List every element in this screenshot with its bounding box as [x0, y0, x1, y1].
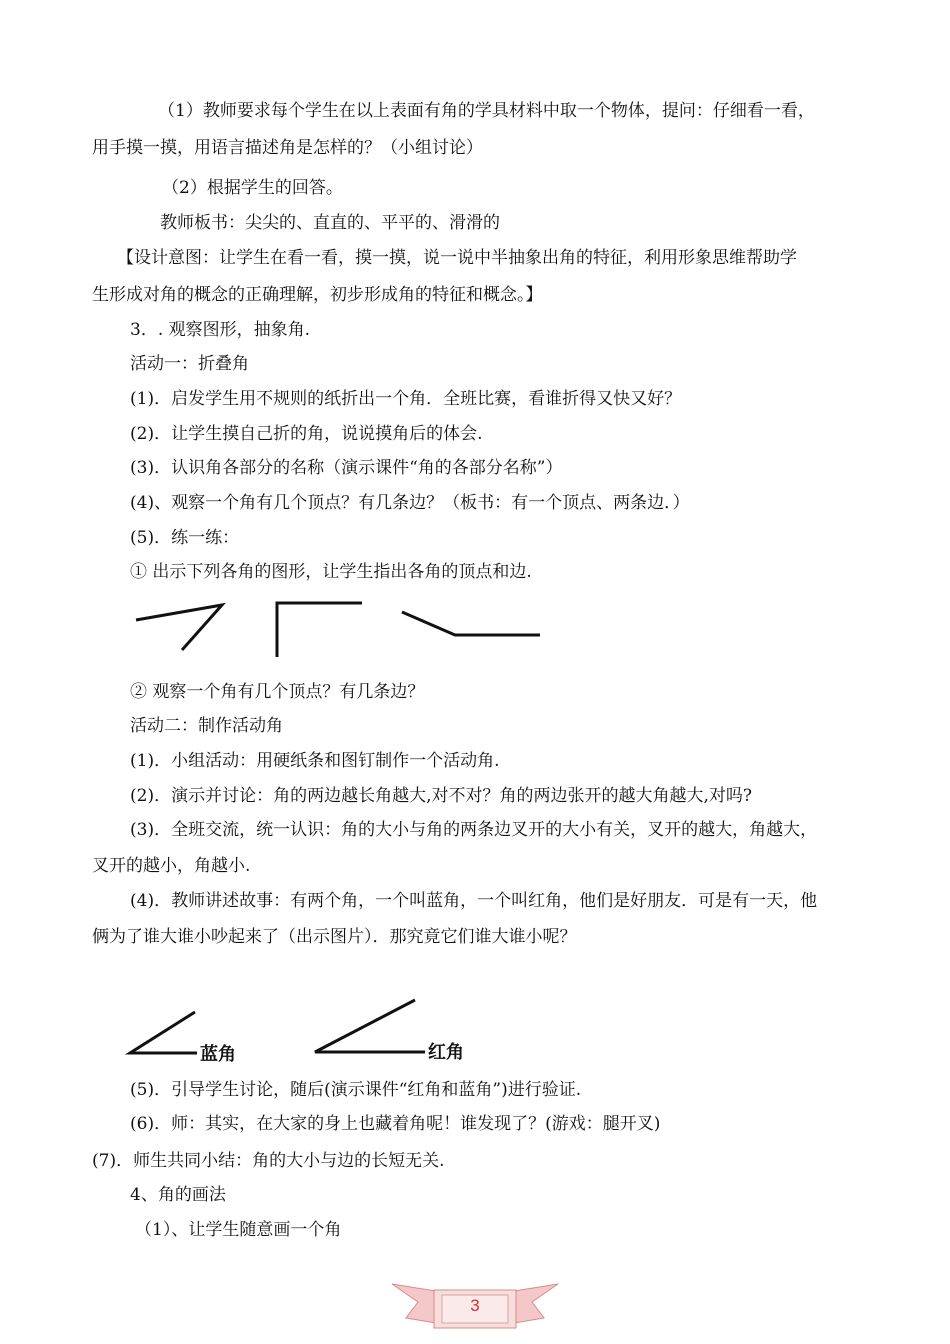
red-angle-label: 红角: [428, 1042, 464, 1063]
design-intent-text: 生形成对角的概念的正确理解，初步形成角的特征和概念。】: [92, 285, 543, 305]
text-line: (2)．演示并讨论：角的两边越长角越大,对不对？角的两边张开的越大角越大,对吗?: [130, 786, 753, 806]
text-line: (3)．认识角各部分的名称（演示课件“角的各部分名称”）: [130, 458, 563, 478]
angle-figure-2: [277, 603, 362, 657]
blue-angle-label: 蓝角: [200, 1044, 236, 1065]
text-line: (1)．小组活动：用硬纸条和图钉制作一个活动角.: [130, 751, 500, 771]
text-line: (4)、观察一个角有几个顶点？有几条边？（板书：有一个顶点、两条边．）: [130, 493, 690, 513]
activity-heading: 活动一：折叠角: [130, 354, 249, 374]
text-line: 叉开的越小，角越小.: [92, 856, 251, 876]
design-intent-text: 【设计意图：让学生在看一看，摸一摸，说一说中半抽象出角的特征，利用形象思维帮助学: [117, 248, 797, 268]
text-line: （2）根据学生的回答。: [162, 178, 343, 198]
text-line: (2)．让学生摸自己折的角，说说摸角后的体会.: [130, 424, 483, 444]
text-line: 俩为了谁大谁小吵起来了（出示图片）．那究竟它们谁大谁小呢？: [92, 927, 577, 947]
text-line: (1)．启发学生用不规则的纸折出一个角．全班比赛，看谁折得又快又好？: [130, 389, 682, 409]
text-line: ② 观察一个角有几个顶点？有几条边？: [130, 682, 425, 702]
section-heading: 4、角的画法: [130, 1185, 226, 1205]
text-line: (6)．师：其实，在大家的身上也藏着角呢！谁发现了？(游戏：腿开叉): [130, 1114, 661, 1134]
text-line: (4)．教师讲述故事：有两个角，一个叫蓝角，一个叫红角，他们是好朋友．可是有一天，他: [130, 891, 818, 911]
text-line: 用手摸一摸，用语言描述角是怎样的？（小组讨论）: [92, 138, 483, 158]
angle-figure-3: [402, 612, 540, 635]
text-line: （1）教师要求每个学生在以上表面有角的学具材料中取一个物体，提问：仔细看一看，: [158, 101, 815, 121]
text-line: (5)．引导学生讨论，随后(演示课件“红角和蓝角”)进行验证.: [130, 1080, 582, 1100]
text-line: 教师板书：尖尖的、直直的、平平的、滑滑的: [160, 213, 500, 233]
text-line: （1）、让学生随意画一个角: [135, 1220, 342, 1240]
page-number-badge: [390, 1272, 560, 1340]
red-angle-figure: [315, 1000, 425, 1052]
blue-angle-figure: [130, 1012, 197, 1053]
text-line: (7)．师生共同小结：角的大小与边的长短无关.: [92, 1151, 445, 1171]
activity-heading: 活动二：制作活动角: [130, 716, 283, 736]
angle-figure-1: [136, 605, 222, 650]
text-line: (5)．练一练：: [130, 528, 240, 548]
page-number: 3: [470, 1296, 480, 1315]
angle-figures: [120, 595, 560, 665]
section-heading: 3．. 观察图形，抽象角.: [130, 320, 311, 340]
blue-red-angle-figure: [120, 995, 480, 1070]
text-line: ① 出示下列各角的图形，让学生指出各角的顶点和边.: [130, 562, 532, 582]
text-line: (3)．全班交流，统一认识：角的大小与角的两条边叉开的大小有关，叉开的越大，角越大，: [130, 820, 818, 840]
